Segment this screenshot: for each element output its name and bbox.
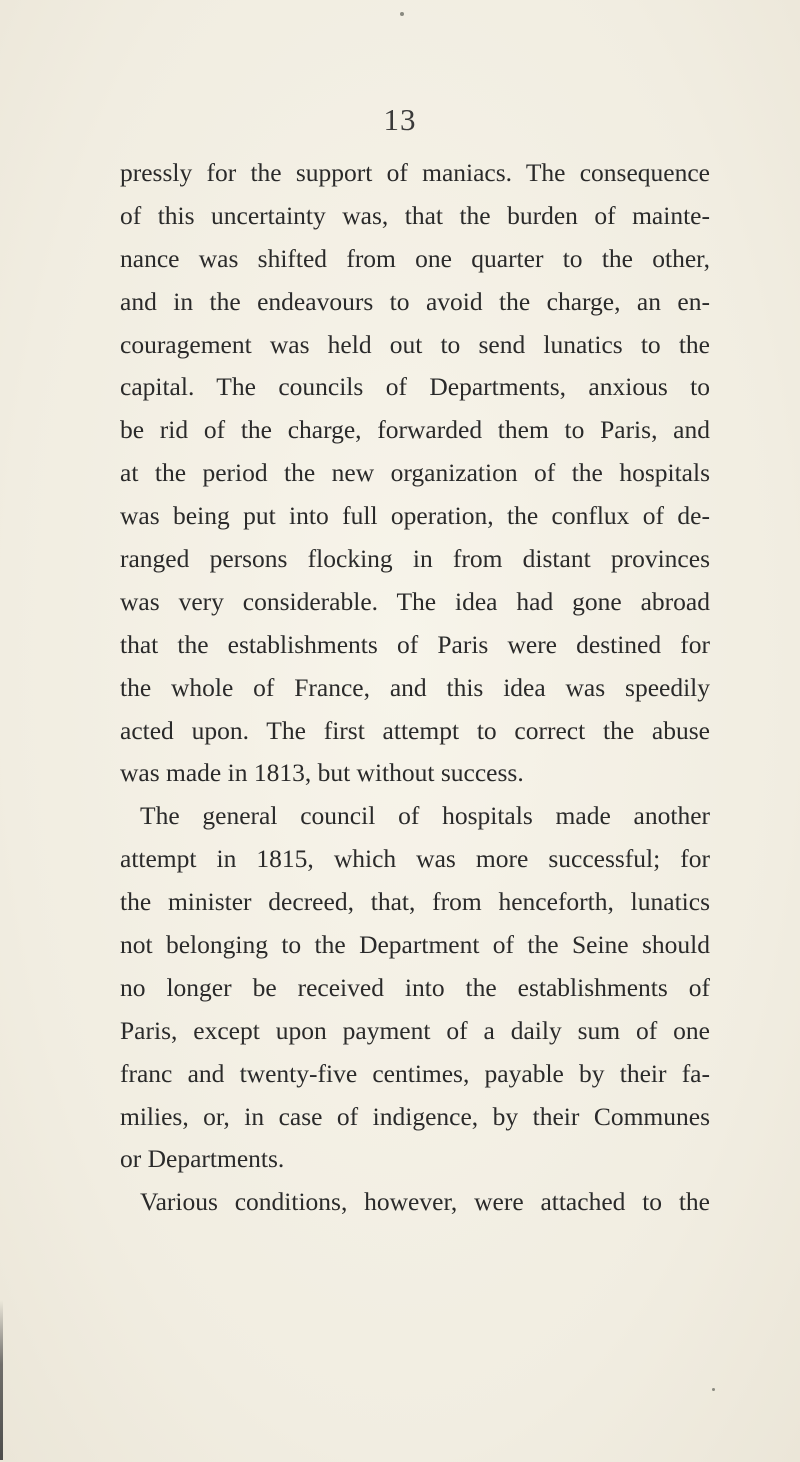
text-line: couragement was held out to send lunatics to the	[120, 329, 710, 359]
text-line: The general council of hospitals made another	[140, 801, 710, 831]
text-line: at the period the new organization of the hospitals	[120, 458, 710, 488]
text-line: not belonging to the Department of the Seine should	[120, 930, 710, 960]
text-line: the whole of France, and this idea was speedily	[120, 672, 710, 702]
page-number: 13	[383, 102, 417, 137]
text-line: that the establishments of Paris were destined for	[120, 629, 710, 659]
text-line: was being put into full operation, the conflux of de-	[120, 501, 710, 531]
text-line: or Departments.	[120, 1144, 285, 1174]
text-line: franc and twenty-five centimes, payable by their fa-	[120, 1058, 710, 1088]
text-line: no longer be received into the establishments of	[120, 972, 710, 1002]
body-text	[120, 152, 710, 1224]
text-line: and in the endeavours to avoid the charge, an en-	[120, 286, 710, 316]
text-line: the minister decreed, that, from henceforth, lunatics	[120, 887, 710, 917]
text-line: attempt in 1815, which was more successful; for	[120, 844, 710, 874]
text-line: was very considerable. The idea had gone abroad	[120, 586, 710, 616]
text-line: acted upon. The first attempt to correct the abuse	[120, 715, 710, 745]
text-line: nance was shifted from one quarter to the other,	[120, 243, 710, 273]
paper-speck	[712, 1388, 715, 1391]
text-line: ranged persons flocking in from distant provinces	[120, 544, 710, 574]
text-line: Paris, except upon payment of a daily sum of one	[120, 1015, 710, 1045]
text-line: of this uncertainty was, that the burden of mainte-	[120, 200, 710, 230]
text-line: was made in 1813, but without success.	[120, 758, 524, 788]
text-line: be rid of the charge, forwarded them to Paris, and	[120, 415, 710, 445]
paper-speck	[400, 12, 404, 16]
page-edge-shadow	[0, 1300, 3, 1460]
text-line: Various conditions, however, were attached to the	[140, 1187, 710, 1217]
text-line: milies, or, in case of indigence, by their Communes	[120, 1101, 710, 1131]
text-line: capital. The councils of Departments, anxious to	[120, 372, 710, 402]
text-line: pressly for the support of maniacs. The consequence	[120, 158, 710, 187]
